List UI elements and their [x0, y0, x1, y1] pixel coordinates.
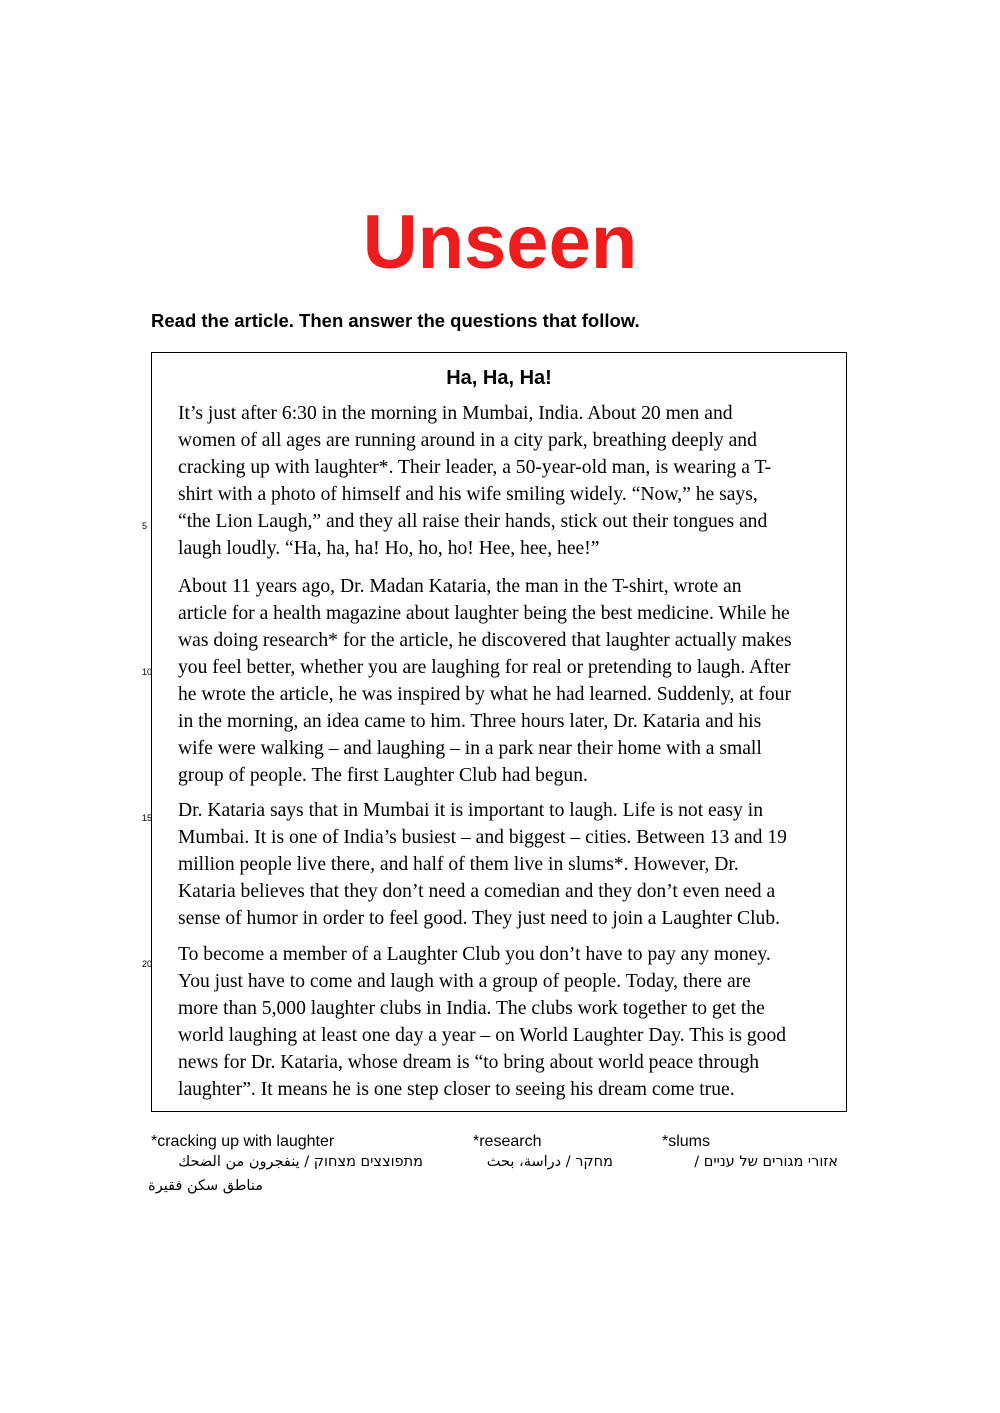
glossary-translation-cracking-up: מתפוצצים מצחוק / ينفجرون من الضحك [178, 1154, 423, 1170]
article-line: laugh loudly. “Ha, ha, ha! Ho, ho, ho! Hee, hee, hee!” [178, 538, 600, 559]
glossary-term-research: *research [473, 1133, 542, 1150]
article-line: cracking up with laughter*. Their leader, a 50-year-old man, is wearing a T- [178, 457, 772, 478]
article-paragraph-1 [178, 400, 842, 562]
line-number-5: 5 [142, 521, 148, 531]
article-line: Mumbai. It is one of India’s busiest – and biggest – cities. Between 13 and 19 [178, 827, 787, 848]
article-line: world laughing at least one day a year – on World Laughter Day. This is good [178, 1025, 787, 1046]
glossary-term-slums: *slums [662, 1133, 711, 1150]
article-line: “the Lion Laugh,” and they all raise their hands, stick out their tongues and [178, 511, 768, 532]
article-paragraph-4 [178, 941, 842, 1103]
article-line: group of people. The first Laughter Club had begun. [178, 765, 588, 786]
article-box [151, 352, 847, 1112]
article-line: Kataria believes that they don’t need a comedian and they don’t even need a [178, 881, 776, 902]
line-number-15: 15 [142, 813, 153, 823]
article-title: Ha, Ha, Ha! [446, 367, 552, 389]
article-line: in the morning, an idea came to him. Three hours later, Dr. Kataria and his [178, 711, 762, 732]
article-line: To become a member of a Laughter Club you don’t have to pay any money. [178, 944, 771, 965]
article-paragraph-2 [178, 573, 842, 789]
article-line: It’s just after 6:30 in the morning in Mumbai, India. About 20 men and [178, 403, 733, 424]
article-line: You just have to come and laugh with a group of people. Today, there are [178, 971, 751, 992]
glossary-translation-research: מחקר / دراسة، بحث [486, 1154, 613, 1170]
article-line: million people live there, and half of them live in slums*. However, Dr. [178, 854, 739, 875]
article-line: women of all ages are running around in a city park, breathing deeply and [178, 430, 757, 451]
glossary-translation-slums-arabic: مناطق سكن فقيرة [148, 1178, 263, 1194]
instructions-text: Read the article. Then answer the questions that follow. [151, 310, 640, 331]
article-line: wife were walking – and laughing – in a park near their home with a small [178, 738, 762, 759]
article-line: laughter”. It means he is one step closer to seeing his dream come true. [178, 1079, 735, 1100]
article-line: shirt with a photo of himself and his wife smiling widely. “Now,” he says, [178, 484, 758, 505]
article-line: he wrote the article, he was inspired by what he had learned. Suddenly, at four [178, 684, 792, 705]
article-line: Dr. Kataria says that in Mumbai it is important to laugh. Life is not easy in [178, 800, 763, 821]
article-line: news for Dr. Kataria, whose dream is “to bring about world peace through [178, 1052, 760, 1073]
line-number-20: 20 [142, 959, 153, 969]
line-number-10: 10 [142, 667, 153, 677]
article-line: more than 5,000 laughter clubs in India. The clubs work together to get the [178, 998, 765, 1019]
article-line: sense of humor in order to feel good. They just need to join a Laughter Club. [178, 908, 781, 929]
article-line: article for a health magazine about laughter being the best medicine. While he [178, 603, 790, 624]
article-paragraph-3 [178, 797, 842, 932]
glossary-term-cracking-up: *cracking up with laughter [151, 1133, 335, 1150]
article-line: was doing research* for the article, he discovered that laughter actually makes [178, 630, 792, 651]
article-line: About 11 years ago, Dr. Madan Kataria, the man in the T-shirt, wrote an [178, 576, 742, 597]
glossary-translation-slums-hebrew: אזורי מגורים של עניים / [694, 1154, 838, 1170]
page-title: Unseen [362, 200, 638, 285]
article-line: you feel better, whether you are laughing for real or pretending to laugh. After [178, 657, 791, 678]
